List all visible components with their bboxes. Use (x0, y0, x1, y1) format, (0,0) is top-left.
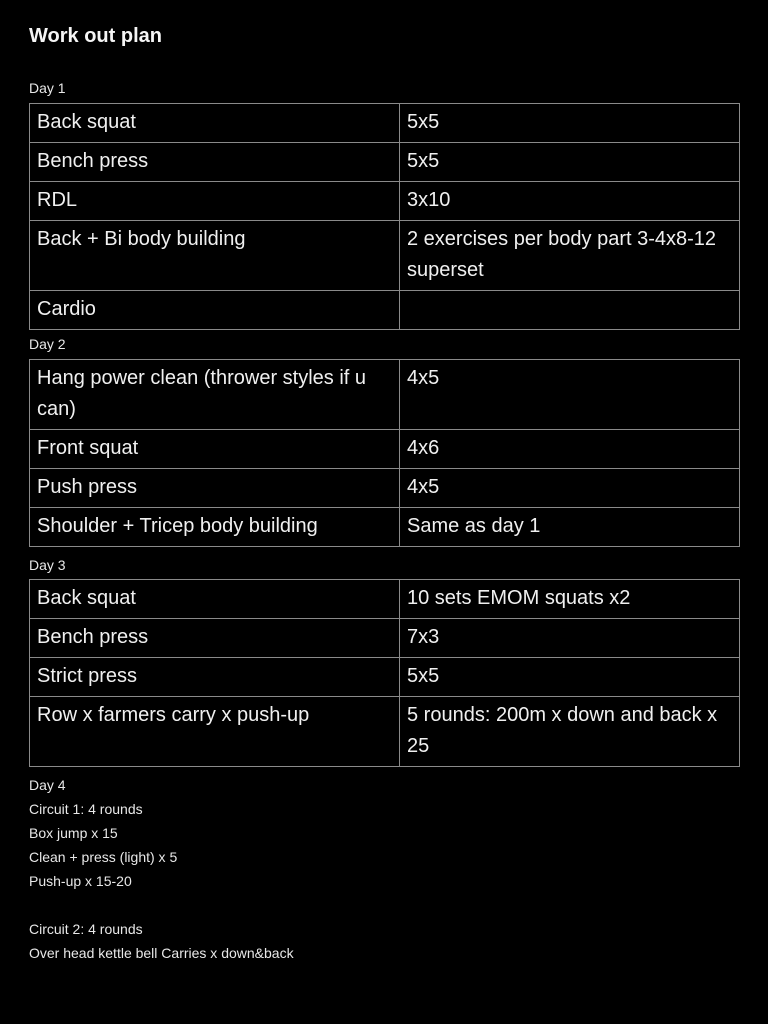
sets-cell: 4x6 (400, 430, 740, 469)
list-item: Box jump x 15 (29, 825, 118, 841)
day-2-label: Day 2 (29, 336, 66, 352)
table-row (30, 697, 740, 767)
table-row (30, 508, 740, 547)
sets-cell: Same as day 1 (400, 508, 740, 547)
table-row (30, 182, 740, 221)
list-item: Clean + press (light) x 5 (29, 849, 178, 865)
list-item: Over head kettle bell Carries x down&back (29, 945, 294, 961)
sets-cell: 5x5 (400, 658, 740, 697)
day-4-label: Day 4 (29, 777, 66, 793)
day-1-table (29, 103, 740, 330)
table-row (30, 580, 740, 619)
sets-cell: 5x5 (400, 104, 740, 143)
table-row (30, 360, 740, 430)
day-1-label: Day 1 (29, 80, 66, 96)
note-title: Work out plan (29, 25, 162, 47)
table-row (30, 658, 740, 697)
sets-cell: 7x3 (400, 619, 740, 658)
circuit-1-heading: Circuit 1: 4 rounds (29, 801, 143, 817)
day-3-table (29, 579, 740, 767)
sets-cell: 5 rounds: 200m x down and back x 25 (400, 697, 740, 767)
exercise-cell: Hang power clean (thrower styles if u can) (30, 360, 400, 430)
day-4-section (29, 773, 294, 965)
exercise-cell: Bench press (30, 143, 400, 182)
exercise-cell: Cardio (30, 291, 400, 330)
exercise-cell: Front squat (30, 430, 400, 469)
blank-line (29, 893, 294, 917)
list-item: Push-up x 15-20 (29, 873, 132, 889)
sets-cell: 4x5 (400, 360, 740, 430)
table-row (30, 143, 740, 182)
sets-cell: 3x10 (400, 182, 740, 221)
exercise-cell: Push press (30, 469, 400, 508)
exercise-cell: RDL (30, 182, 400, 221)
table-row (30, 221, 740, 291)
day-3-label: Day 3 (29, 557, 66, 573)
table-row (30, 104, 740, 143)
exercise-cell: Shoulder + Tricep body building (30, 508, 400, 547)
day-2-table (29, 359, 740, 547)
sets-cell (400, 291, 740, 330)
table-row (30, 291, 740, 330)
circuit-2-heading: Circuit 2: 4 rounds (29, 921, 143, 937)
sets-cell: 10 sets EMOM squats x2 (400, 580, 740, 619)
exercise-cell: Strict press (30, 658, 400, 697)
exercise-cell: Bench press (30, 619, 400, 658)
table-row (30, 619, 740, 658)
exercise-cell: Back + Bi body building (30, 221, 400, 291)
sets-cell: 2 exercises per body part 3-4x8-12 superset (400, 221, 740, 291)
table-row (30, 430, 740, 469)
table-row (30, 469, 740, 508)
sets-cell: 4x5 (400, 469, 740, 508)
exercise-cell: Back squat (30, 580, 400, 619)
exercise-cell: Row x farmers carry x push-up (30, 697, 400, 767)
exercise-cell: Back squat (30, 104, 400, 143)
sets-cell: 5x5 (400, 143, 740, 182)
